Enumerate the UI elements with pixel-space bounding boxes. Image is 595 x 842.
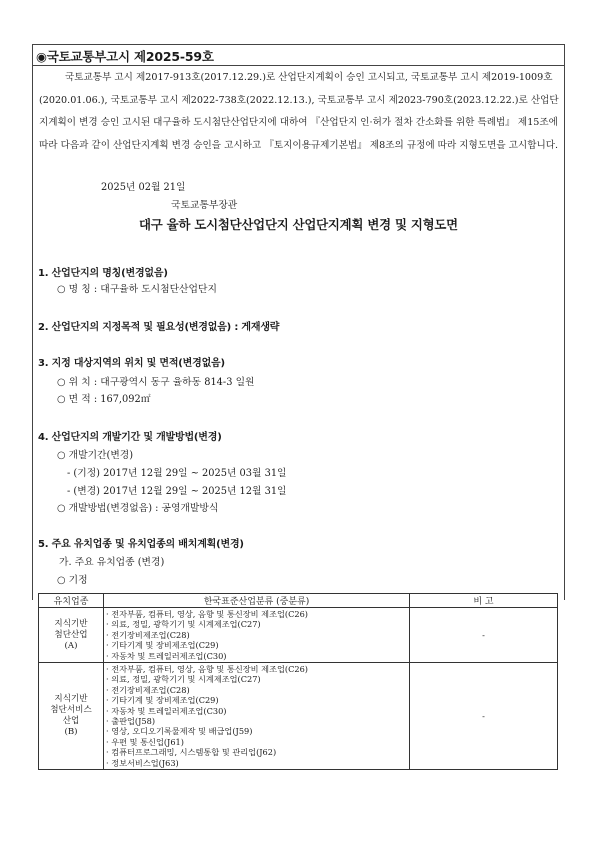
complex-area: ○ 면 적 : 167,092㎡	[57, 394, 151, 405]
list-item: · 기타기계 및 장비제조업(C29)	[106, 640, 219, 651]
industry-table	[38, 593, 558, 770]
complex-name: ○ 명 칭 : 대구율하 도시첨단산업단지	[57, 284, 217, 295]
col-header-industry: 유치업종	[39, 594, 104, 608]
list-item: · 의료, 정밀, 광학기기 및 시계제조업(C27)	[106, 619, 261, 630]
note-cell: -	[410, 663, 558, 770]
category-line: 첨단서비스	[50, 705, 92, 716]
notice-date: 2025년 02월 21일	[101, 182, 186, 193]
notice-issuer: 국토교통부장관	[171, 200, 238, 211]
complex-location: ○ 위 치 : 대구광역시 동구 율하동 814-3 일원	[57, 377, 255, 388]
document-title: 대구 율하 도시첨단산업단지 산업단지계획 변경 및 지형도면	[139, 217, 458, 232]
section-5-subtitle: 가. 주요 유치업종 (변경)	[59, 557, 165, 568]
section-4-title: 4. 산업단지의 개발기간 및 개발방법(변경)	[38, 432, 222, 443]
list-item: · 전기장비제조업(C28)	[106, 684, 190, 695]
list-item: · 자동차 및 트레일러제조업(C30)	[106, 705, 227, 716]
existing-label: ○ 기정	[57, 575, 88, 586]
category-line: (B)	[64, 727, 78, 738]
intro-paragraph: 국토교통부 고시 제2017-913호(2017.12.29.)로 산업단지계획이 승인 고시되고, 국토교통부 고시 제2019-1009호(2020.01.06.), 국토교통부 고시 제2022-738호(2022.12.13.), 국토교통부 고시 제2023-790호(2023.12.22.)로 산업단지계획이 변경 승인 고시된 대구율하 도시첨단산업단지에 대하여 『산업단지 인·허가 절차 간소화를 위한 특례법』 제15조에 따라 다음과 같이 산업단지계획 변경 승인을 고시하고 『토지이용규제기본법』 제8조의 규정에 따라 지형도면을 고시합니다.	[39, 72, 559, 151]
list-item: · 자동차 및 트레일러제조업(C30)	[106, 650, 227, 661]
industry-category	[39, 608, 104, 663]
dev-period-before: - (기정) 2017년 12월 29일 ~ 2025년 03월 31일	[67, 468, 287, 479]
list-item: · 전자부품, 컴퓨터, 영상, 음향 및 통신장비 제조업(C26)	[106, 664, 308, 675]
list-item: · 우편 및 통신업(J61)	[106, 736, 184, 747]
list-item: · 기타기계 및 장비제조업(C29)	[106, 695, 219, 706]
list-item: · 정보서비스업(J63)	[106, 757, 179, 768]
notice-number: ◉국토교통부고시 제2025-59호	[36, 49, 214, 64]
category-line: 산업	[62, 716, 80, 727]
dev-period-label: ○ 개발기간(변경)	[57, 450, 134, 461]
classification-list	[104, 608, 410, 663]
section-5-title: 5. 주요 유치업종 및 유치업종의 배치계획(변경)	[38, 539, 244, 550]
col-header-classification: 한국표준산업분류 (중분류)	[104, 594, 410, 608]
category-line: 지식기반	[54, 618, 88, 629]
list-item: · 컴퓨터프로그래밍, 시스템통합 및 관리업(J62)	[106, 747, 277, 758]
col-header-note: 비 고	[410, 594, 558, 608]
notice-header	[33, 45, 564, 66]
dev-method: ○ 개발방법(변경없음) : 공영개발방식	[57, 503, 219, 514]
table-row	[39, 663, 558, 770]
classification-list	[104, 663, 410, 770]
section-2-title: 2. 산업단지의 지정목적 및 필요성(변경없음) : 게재생략	[38, 322, 280, 333]
notice-frame	[32, 44, 565, 600]
industry-category	[39, 663, 104, 770]
dev-period-after: - (변경) 2017년 12월 29일 ~ 2025년 12월 31일	[67, 486, 287, 497]
list-item: · 영상, 오디오기록물제작 및 배급업(J59)	[106, 726, 253, 737]
list-item: · 전자부품, 컴퓨터, 영상, 음향 및 통신장비 제조업(C26)	[106, 609, 308, 619]
table-row	[39, 608, 558, 663]
category-line: 첨단산업	[54, 629, 88, 640]
table-header-row	[39, 594, 558, 608]
category-line: (A)	[64, 640, 78, 651]
category-line: 지식기반	[54, 694, 88, 705]
list-item: · 전기장비제조업(C28)	[106, 629, 190, 640]
list-item: · 출판업(J58)	[106, 716, 156, 727]
section-1-title: 1. 산업단지의 명칭(변경없음)	[38, 268, 168, 279]
list-item: · 의료, 정밀, 광학기기 및 시계제조업(C27)	[106, 674, 261, 685]
note-cell: -	[410, 608, 558, 663]
section-3-title: 3. 지정 대상지역의 위치 및 면적(변경없음)	[38, 358, 225, 369]
